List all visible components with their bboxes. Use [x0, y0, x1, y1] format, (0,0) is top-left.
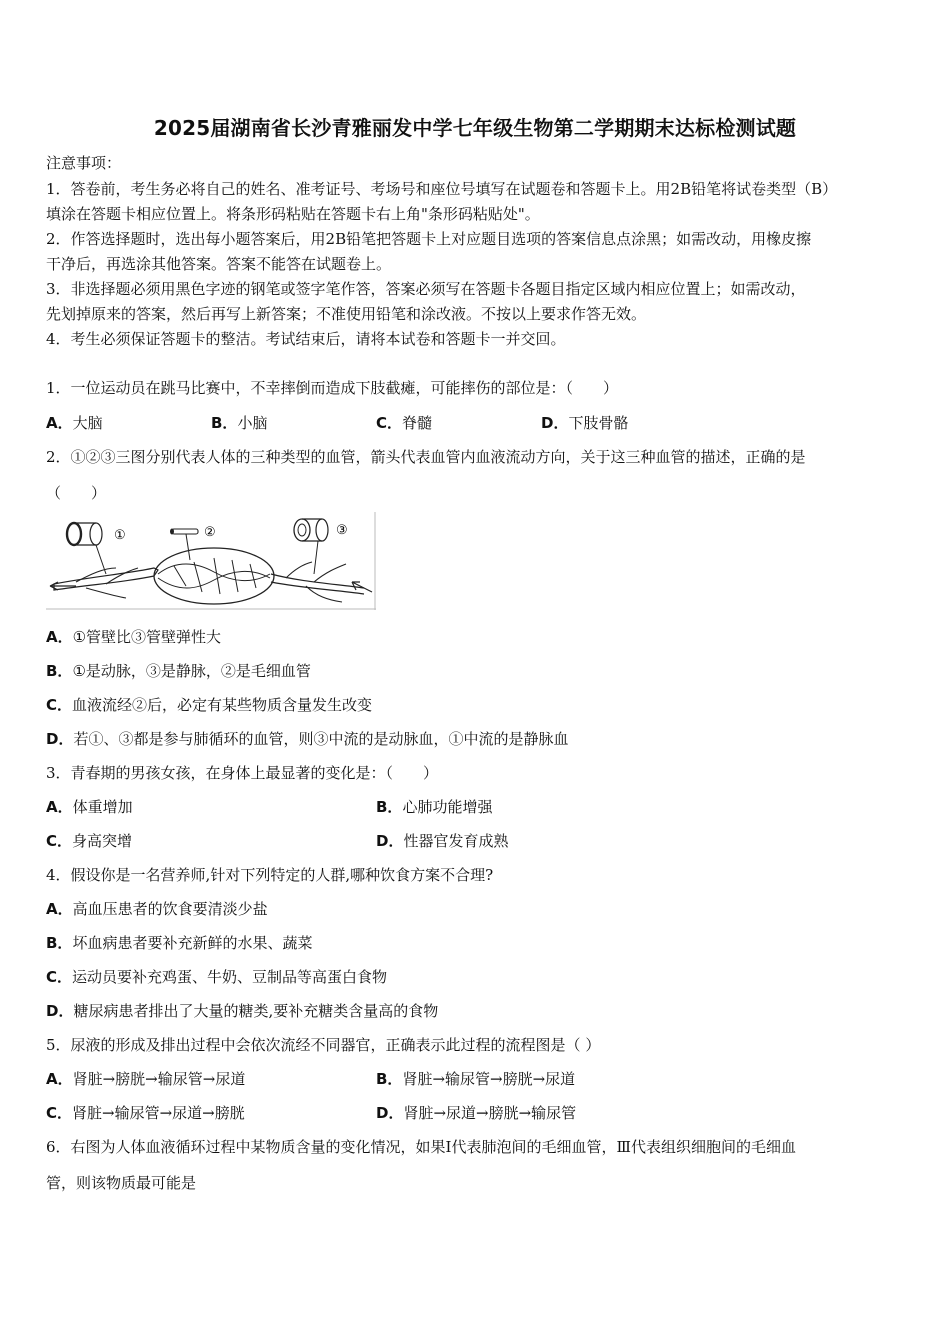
question-3-stem: 3．青春期的男孩女孩，在身体上最显著的变化是：（ ）	[46, 764, 439, 782]
vessel-2-opening	[170, 529, 174, 535]
vessel-1-opening	[67, 523, 81, 545]
q2-option-a: A．①管壁比③管壁弹性大	[46, 628, 222, 646]
blood-vessel-figure	[46, 512, 376, 610]
notice-line: 填涂在答题卡相应位置上。将条形码粘贴在答题卡右上角"条形码粘贴处"。	[46, 205, 540, 223]
right-vessel-branch	[271, 574, 364, 594]
q4-option-c: C．运动员要补充鸡蛋、牛奶、豆制品等高蛋白食物	[46, 968, 388, 986]
q5-option-b: B．肾脏→输尿管→膀胱→尿道	[376, 1070, 576, 1088]
vessel-1-pointer	[96, 545, 106, 574]
q1-option-d: D．下肢骨骼	[541, 414, 629, 432]
question-5-stem: 5．尿液的形成及排出过程中会依次流经不同器官，正确表示此过程的流程图是（ ）	[46, 1036, 601, 1054]
figure-label-2: ②	[204, 525, 216, 540]
capillary-network-outline	[154, 548, 274, 604]
q5-option-a: A．肾脏→膀胱→输尿管→尿道	[46, 1070, 246, 1088]
notice-line: 3．非选择题必须用黑色字迹的钢笔或签字笔作答，答案必须写在答题卡各题目指定区域内相应位置上；如需改动，	[46, 280, 806, 298]
q2-option-b: B．①是动脉，③是静脉，②是毛细血管	[46, 662, 311, 680]
q3-option-c: C．身高突增	[46, 832, 133, 850]
vessel-1-tube	[74, 523, 96, 545]
q3-option-b: B．心肺功能增强	[376, 798, 493, 816]
q2-option-c: C．血液流经②后，必定有某些物质含量发生改变	[46, 696, 373, 714]
q4-option-d: D．糖尿病患者排出了大量的糖类,要补充糖类含量高的食物	[46, 1002, 439, 1020]
vessel-2-tube	[172, 529, 198, 534]
question-6-stem-cont: 管，则该物质最可能是	[46, 1174, 197, 1192]
question-6-stem: 6．右图为人体血液循环过程中某物质含量的变化情况，如果Ⅰ代表肺泡间的毛细血管，Ⅲ代表组织细胞间的毛细血	[46, 1138, 796, 1156]
figure-label-3: ③	[336, 523, 348, 538]
q5-option-d: D．肾脏→尿道→膀胱→输尿管	[376, 1104, 577, 1122]
notice-line: 1．答卷前，考生务必将自己的姓名、准考证号、考场号和座位号填写在试题卷和答题卡上。用2B铅笔将试卷类型（B）	[46, 180, 838, 198]
vessel-1-end	[90, 523, 102, 545]
q5-option-c: C．肾脏→输尿管→尿道→膀胱	[46, 1104, 245, 1122]
notice-line: 先划掉原来的答案，然后再写上新答案；不准使用铅笔和涂改液。不按以上要求作答无效。	[46, 305, 647, 323]
vessel-3-tube	[302, 519, 322, 541]
q1-option-b: B．小脑	[211, 414, 268, 432]
vessel-3-lumen	[298, 524, 306, 536]
q1-option-a: A．大脑	[46, 414, 103, 432]
q3-option-a: A．体重增加	[46, 798, 133, 816]
q1-option-c: C．脊髓	[376, 414, 433, 432]
q4-option-a: A．高血压患者的饮食要清淡少盐	[46, 900, 268, 918]
vessel-2-pointer	[186, 534, 190, 560]
capillary-mesh	[158, 558, 270, 594]
question-1-stem: 1．一位运动员在跳马比赛中，不幸摔倒而造成下肢截瘫，可能摔伤的部位是：（ ）	[46, 379, 619, 397]
q2-option-d: D．若①、③都是参与肺循环的血管，则③中流的是动脉血，①中流的是静脉血	[46, 730, 569, 748]
vessel-3-end	[316, 519, 328, 541]
flow-arrow-in-icon	[352, 582, 372, 592]
blood-vessel-diagram	[46, 512, 376, 610]
figure-label-1: ①	[114, 528, 126, 543]
left-vessel-branch	[54, 568, 158, 590]
vessel-3-opening	[294, 519, 310, 541]
notice-line: 干净后，再选涂其他答案。答案不能答在试题卷上。	[46, 255, 392, 273]
question-2-stem-cont: （ ）	[46, 484, 107, 502]
question-2-stem: 2．①②③三图分别代表人体的三种类型的血管，箭头代表血管内血液流动方向，关于这三种血管的描述，正确的是	[46, 448, 806, 466]
page-title: 2025届湖南省长沙青雅丽发中学七年级生物第二学期期末达标检测试题	[153, 116, 797, 140]
notice-line: 4．考生必须保证答题卡的整洁。考试结束后，请将本试卷和答题卡一并交回。	[46, 330, 566, 348]
notice-line: 2．作答选择题时，选出每小题答案后，用2B铅笔把答题卡上对应题目选项的答案信息点涂黑；如需改动，用橡皮擦	[46, 230, 812, 248]
notice-heading: 注意事项：	[46, 154, 122, 172]
q3-option-d: D．性器官发育成熟	[376, 832, 509, 850]
q4-option-b: B．坏血病患者要补充新鲜的水果、蔬菜	[46, 934, 313, 952]
question-4-stem: 4．假设你是一名营养师,针对下列特定的人群,哪种饮食方案不合理?	[46, 866, 494, 884]
vessel-3-pointer	[314, 541, 318, 574]
